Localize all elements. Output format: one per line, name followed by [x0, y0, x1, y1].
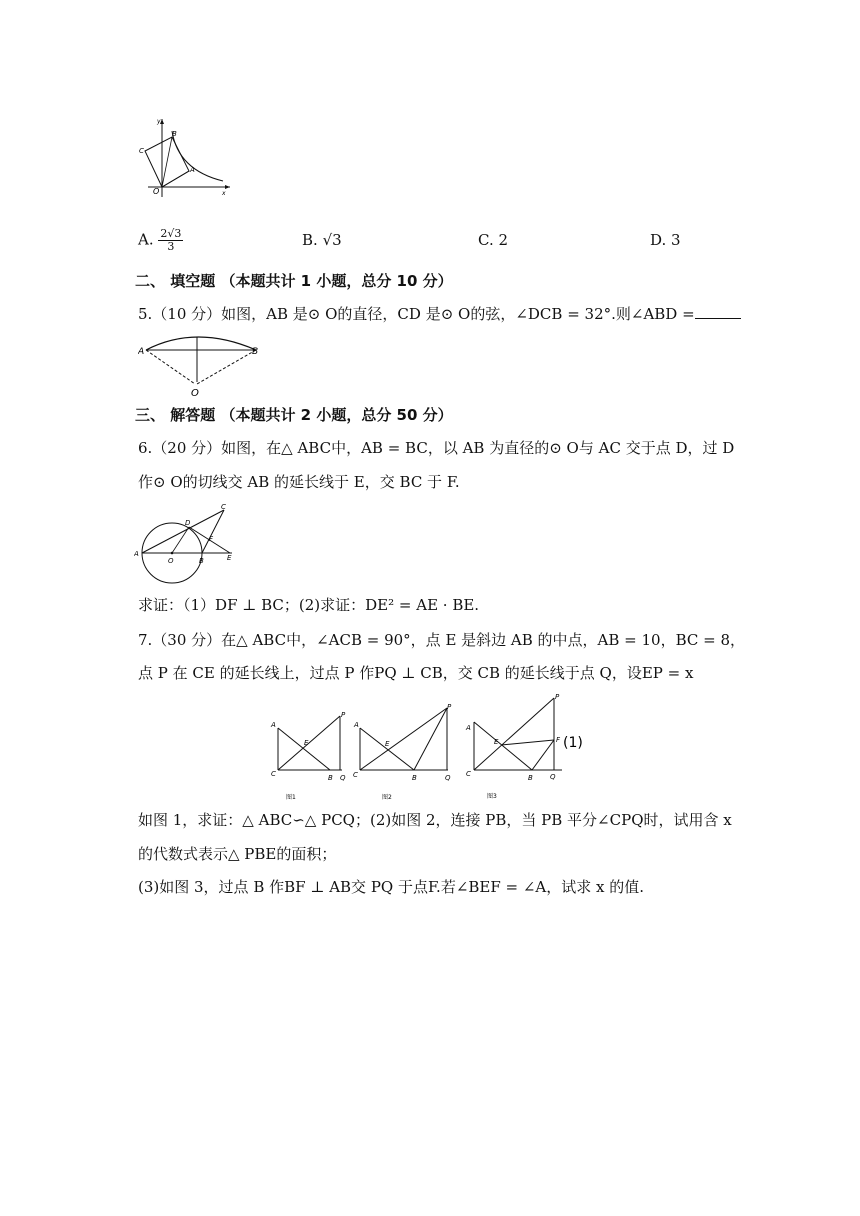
- q7-fig1-label-c: C: [271, 770, 276, 778]
- q4-figure: [138, 115, 233, 200]
- q6-label-d: D: [185, 519, 191, 527]
- q4-option-a-label: A.: [138, 230, 154, 249]
- q6-label-b: B: [199, 557, 204, 565]
- q4-label-c: C: [139, 147, 144, 155]
- q4-label-b: B: [172, 130, 177, 138]
- q7-fig3-label-p: P: [555, 693, 560, 701]
- q7-fig1-label-e: E: [304, 739, 309, 747]
- q7-fig1-label-b: B: [328, 774, 333, 782]
- q4-option-a-fraction: [158, 228, 183, 253]
- q7-fig3-label-b: B: [528, 774, 533, 782]
- q7-fig3-label-c: C: [466, 770, 471, 778]
- q7-line2: 点 P 在 CE 的延长线上，过点 P 作PQ ⊥ CB，交 CB 的延长线于点 Q，设EP = x: [138, 664, 694, 682]
- q7-figure-3: [464, 690, 594, 804]
- q7-fig3-label-a: A: [466, 724, 471, 732]
- q5-label-a: A: [138, 347, 145, 357]
- q7-fig3-marker: (1): [563, 735, 583, 751]
- q4-option-a: [138, 228, 183, 253]
- q5-label-b: B: [252, 347, 259, 357]
- q6-label-c: C: [221, 503, 226, 511]
- q6-figure: [134, 502, 240, 586]
- q7-fig2-caption: 图2: [382, 794, 392, 801]
- q7-fig3-label-f: F: [556, 736, 561, 744]
- q4-label-a: A: [190, 166, 195, 174]
- q7-fig1-label-p: P: [341, 711, 346, 719]
- q7-fig3-caption: 图3: [487, 793, 497, 800]
- section2-title: 二、 填空题 （本题共计 1 小题，总分 10 分）: [135, 272, 453, 290]
- q7-figure-1: [268, 708, 353, 804]
- q5-line1: 5.（10 分）如图，AB 是⊙ O的直径，CD 是⊙ O的弦，∠DCB = 32°.则∠ABD =: [138, 305, 695, 323]
- q4-option-b-label: B.: [302, 231, 318, 249]
- q7-line3: 如图 1，求证：△ ABC∽△ PCQ；(2)如图 2，连接 PB，当 PB 平分∠CPQ时，试用含 x: [138, 811, 732, 829]
- q5-label-o: O: [191, 388, 199, 398]
- q5-answer-blank: [695, 304, 741, 319]
- q6-line1: 6.（20 分）如图，在△ ABC中，AB = BC，以 AB 为直径的⊙ O与 AC 交于点 D，过 D: [138, 439, 735, 457]
- q4-option-d: D. 3: [650, 231, 681, 249]
- q6-label-f: F: [209, 535, 214, 543]
- q7-fig2-label-e: E: [385, 740, 390, 748]
- q7-figure-2: [352, 700, 462, 804]
- q7-fig3-label-e: E: [494, 738, 499, 746]
- q7-line5: (3)如图 3，过点 B 作BF ⊥ AB交 PQ 于点F.若∠BEF = ∠A，试求 x 的值.: [138, 878, 645, 896]
- section3-title: 三、 解答题 （本题共计 2 小题，总分 50 分）: [135, 406, 453, 424]
- q6-label-a: A: [134, 550, 139, 558]
- q6-line2: 作⊙ O的切线交 AB 的延长线于 E，交 BC 于 F.: [138, 473, 460, 491]
- q7-fig1-caption: 图1: [286, 794, 296, 801]
- q4-option-a-denominator: 3: [167, 240, 175, 253]
- q7-fig2-label-a: A: [354, 721, 359, 729]
- q4-label-o: O: [153, 187, 160, 196]
- q4-option-a-numerator: 2√3: [160, 227, 182, 240]
- q7-fig3-label-q: Q: [550, 773, 556, 781]
- q7-line1: 7.（30 分）在△ ABC中，∠ACB = 90°，点 E 是斜边 AB 的中点，AB = 10，BC = 8，: [138, 631, 746, 649]
- q4-option-b-value: √3: [322, 231, 342, 249]
- q7-fig2-label-b: B: [412, 774, 417, 782]
- q5-figure: [138, 330, 268, 398]
- q4-label-x: x: [222, 190, 226, 197]
- q7-fig2-label-p: P: [447, 703, 452, 711]
- q6-label-o: O: [168, 557, 174, 565]
- q4-option-b: [302, 231, 342, 249]
- q4-option-c: C. 2: [478, 231, 509, 249]
- q4-label-y: y: [157, 118, 161, 125]
- q6-label-e: E: [227, 554, 232, 562]
- q5-text: [138, 303, 741, 325]
- q7-fig2-label-q: Q: [445, 774, 451, 782]
- q7-fig1-label-a: A: [271, 721, 276, 729]
- q6-line3: 求证：（1）DF ⊥ BC；(2)求证：DE² = AE · BE.: [138, 596, 480, 614]
- q7-line4: 的代数式表示△ PBE的面积；: [138, 845, 337, 863]
- q7-fig1-label-q: Q: [340, 774, 346, 782]
- q7-fig2-label-c: C: [353, 771, 358, 779]
